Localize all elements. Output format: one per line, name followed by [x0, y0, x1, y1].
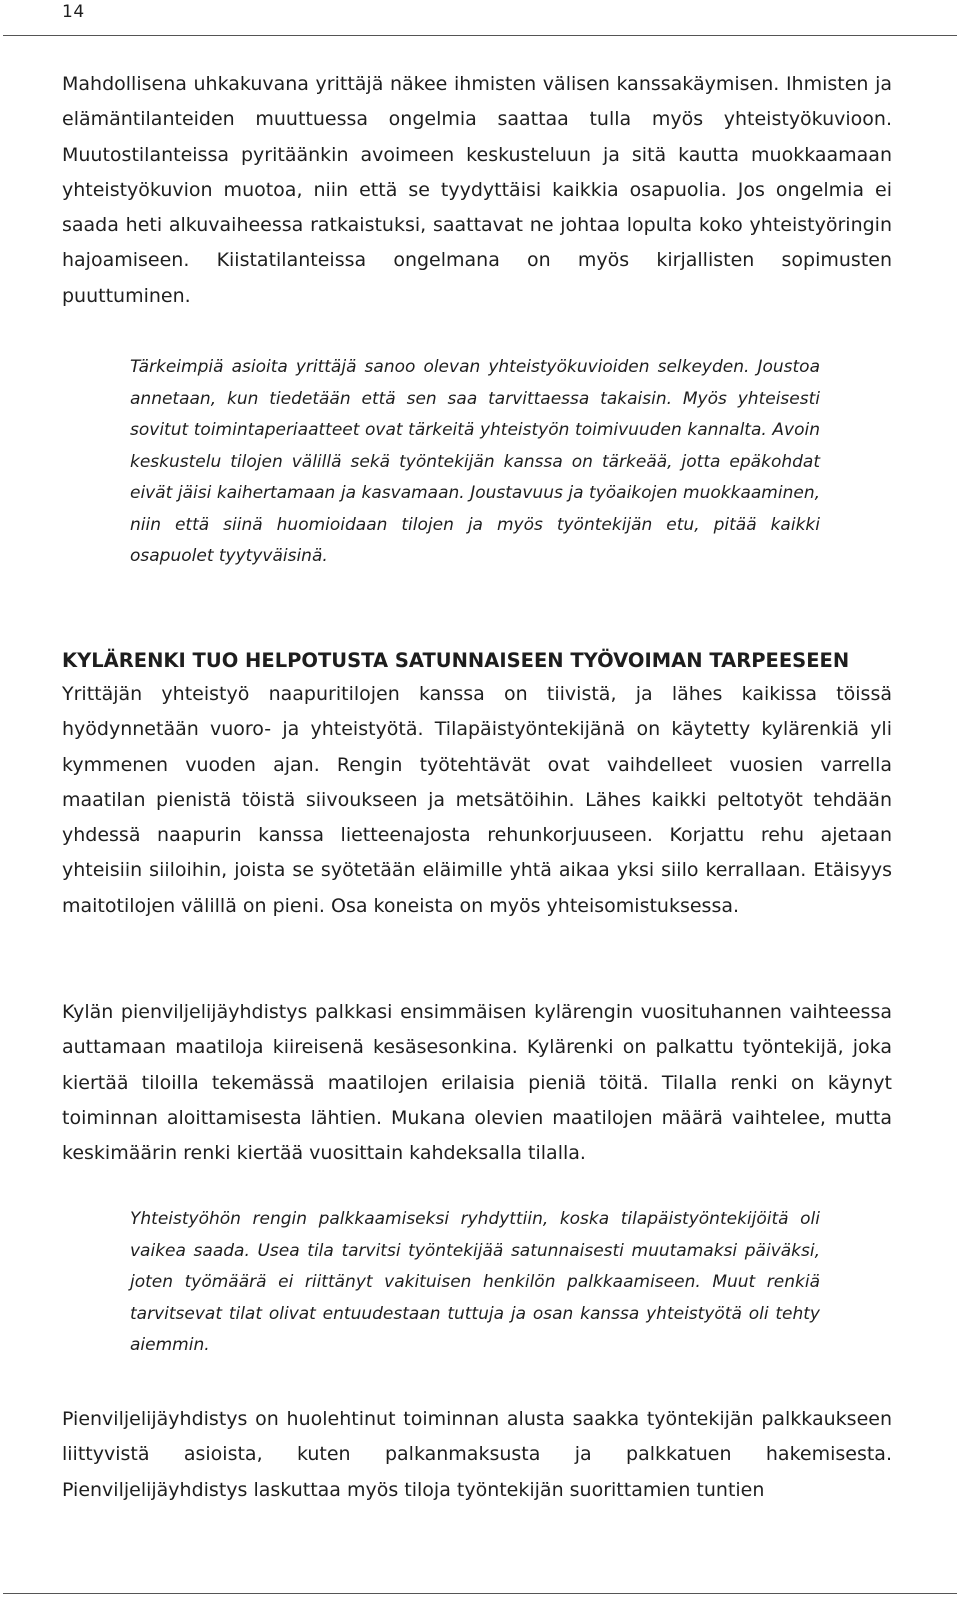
header-rule [3, 35, 957, 36]
paragraph-payroll: Pienviljelijäyhdistys on huolehtinut toiminnan alusta saakka työntekijän palkkaukseen liittyvistä asioista, kuten palkanmaksusta ja palkkatuen hakemisesta. Pienviljelijäyhdistys laskuttaa myös tiloja työntekijän suorittamien tuntien [62, 1408, 892, 1501]
paragraph-threats: Mahdollisena uhkakuvana yrittäjä näkee ihmisten välisen kanssakäymisen. Ihmisten ja elämäntilanteiden muuttuessa ongelmia saattaa tulla myös yhteistyökuvioon. Muutostilanteissa pyritäänkin avoimeen keskusteluun ja sitä kautta muokkaamaan yhteistyökuvion muotoa, niin että se tyydyttäisi kaikkia osapuolia. Jos ongelmia ei saada heti alkuvaiheessa ratkaistuksi, saattavat ne johtaa lopulta koko yhteistyöringin hajoamiseen. Kiistatilanteissa ongelmana on myös kirjallisten sopimusten puuttuminen. [62, 73, 892, 307]
paragraph-association: Kylän pienviljelijäyhdistys palkkasi ensimmäisen kylärengin vuosituhannen vaihteessa auttamaan maatiloja kiireisenä kesäsesonkina. Kylärenki on palkattu työntekijä, joka kiertää tiloilla tekemässä maatilojen erilaisia pieniä töitä. Tilalla renki on käynyt toiminnan aloittamisesta lähtien. Mukana olevien maatilojen määrä vaihtelee, mutta keskimäärin renki kiertää vuosittain kahdeksalla tilalla. [62, 1001, 892, 1165]
quote-hiring: Yhteistyöhön rengin palkkaamiseksi ryhdyttiin, koska tilapäistyöntekijöitä oli vaikea saada. Usea tila tarvitsi työntekijää satunnaisesti muutamaksi päiväksi, joten työmäärä ei riittänyt vakituisen henkilön palkkaamiseen. Muut renkiä tarvitsevat tilat olivat entuudestaan tuttuja ja osan kanssa yhteistyötä oli tehty aiemmin. [130, 1209, 820, 1355]
section-heading: KYLÄRENKI TUO HELPOTUSTA SATUNNAISEEN TYÖVOIMAN TARPEESEEN [62, 649, 850, 672]
paragraph-cooperation: Yrittäjän yhteistyö naapuritilojen kanssa on tiivistä, ja lähes kaikissa töissä hyödynnetään vuoro- ja yhteistyötä. Tilapäistyöntekijänä on käytetty kylärenkiä yli kymmenen vuoden ajan. Rengin työtehtävät ovat vaihdelleet vuosien varrella maatilan pienistä töistä siivoukseen ja metsätöihin. Lähes kaikki peltotyöt tehdään yhdessä naapurin kanssa lietteenajosta rehunkorjuuseen. Korjattu rehu ajetaan yhteisiin siiloihin, joista se syötetään eläimille yhtä aikaa yksi siilo kerrallaan. Etäisyys maitotilojen välillä on pieni. Osa koneista on myös yhteisomistuksessa. [62, 683, 892, 917]
page-number: 14 [62, 2, 85, 22]
footer-rule [3, 1593, 957, 1594]
quote-clarity: Tärkeimpiä asioita yrittäjä sanoo olevan yhteistyökuvioiden selkeyden. Joustoa annetaan, kun tiedetään että sen saa tarvittaessa takaisin. Myös yhteisesti sovitut toimintaperiaatteet ovat tärkeitä yhteistyön toimivuuden kannalta. Avoin keskustelu tilojen välillä sekä työntekijän kanssa on tärkeää, jotta epäkohdat eivät jäisi kaihertamaan ja kasvamaan. Joustavuus ja työaikojen muokkaaminen, niin että siinä huomioidaan tilojen ja myös työntekijän etu, pitää kaikki osapuolet tyytyväisinä. [130, 357, 820, 566]
